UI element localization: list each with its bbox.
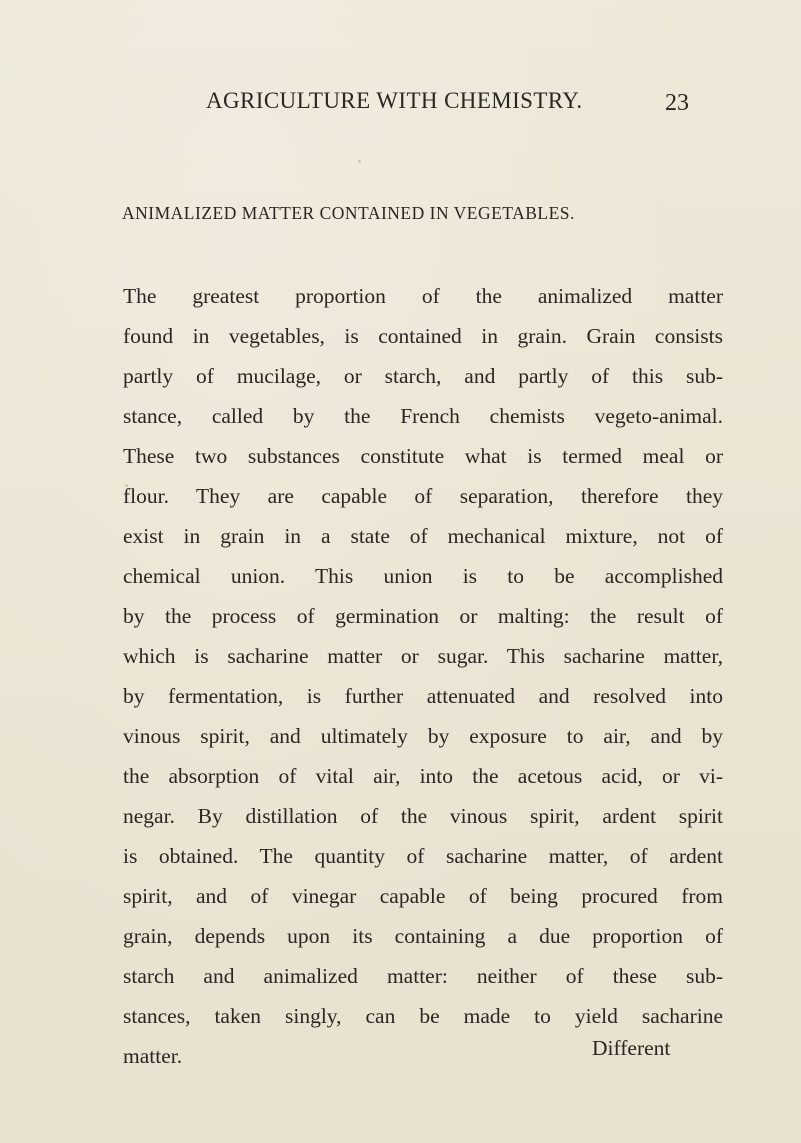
text-line: spirit, and of vinegar capable of being procured from <box>123 884 723 908</box>
text-line: by fermentation, is further attenuated and resolved into <box>123 684 723 708</box>
running-title: AGRICULTURE WITH CHEMISTRY. <box>206 88 583 113</box>
text-line: the absorption of vital air, into the acetous acid, or vi- <box>123 764 723 788</box>
text-line: negar. By distillation of the vinous spirit, ardent spirit <box>123 804 723 828</box>
text-line: found in vegetables, is contained in grain. Grain consists <box>123 324 723 348</box>
body-paragraph <box>123 276 723 1076</box>
paper-fleck <box>125 484 128 487</box>
text-line: chemical union. This union is to be accomplished <box>123 564 723 588</box>
text-line: flour. They are capable of separation, therefore they <box>123 484 723 508</box>
text-line: These two substances constitute what is termed meal or <box>123 444 723 468</box>
catchword: Different <box>592 1036 671 1060</box>
text-line: grain, depends upon its containing a due proportion of <box>123 924 723 948</box>
paper-fleck <box>358 160 361 163</box>
text-line: matter. <box>123 1044 183 1068</box>
section-heading: ANIMALIZED MATTER CONTAINED IN VEGETABLES. <box>122 203 575 223</box>
text-line: The greatest proportion of the animalized matter <box>123 284 723 308</box>
text-line: stance, called by the French chemists vegeto-animal. <box>123 404 723 428</box>
paper-fleck <box>611 1020 613 1022</box>
text-line: which is sacharine matter or sugar. This sacharine matter, <box>123 644 723 668</box>
text-line: stances, taken singly, can be made to yield sacharine <box>123 1004 723 1028</box>
text-line: partly of mucilage, or starch, and partly of this sub- <box>123 364 723 388</box>
running-head <box>0 88 801 120</box>
text-line: starch and animalized matter: neither of these sub- <box>123 964 723 988</box>
text-line: by the process of germination or malting: the result of <box>123 604 723 628</box>
page-number: 23 <box>665 90 689 116</box>
text-line: vinous spirit, and ultimately by exposure to air, and by <box>123 724 723 748</box>
text-line: exist in grain in a state of mechanical mixture, not of <box>123 524 723 548</box>
text-line: is obtained. The quantity of sacharine matter, of ardent <box>123 844 723 868</box>
